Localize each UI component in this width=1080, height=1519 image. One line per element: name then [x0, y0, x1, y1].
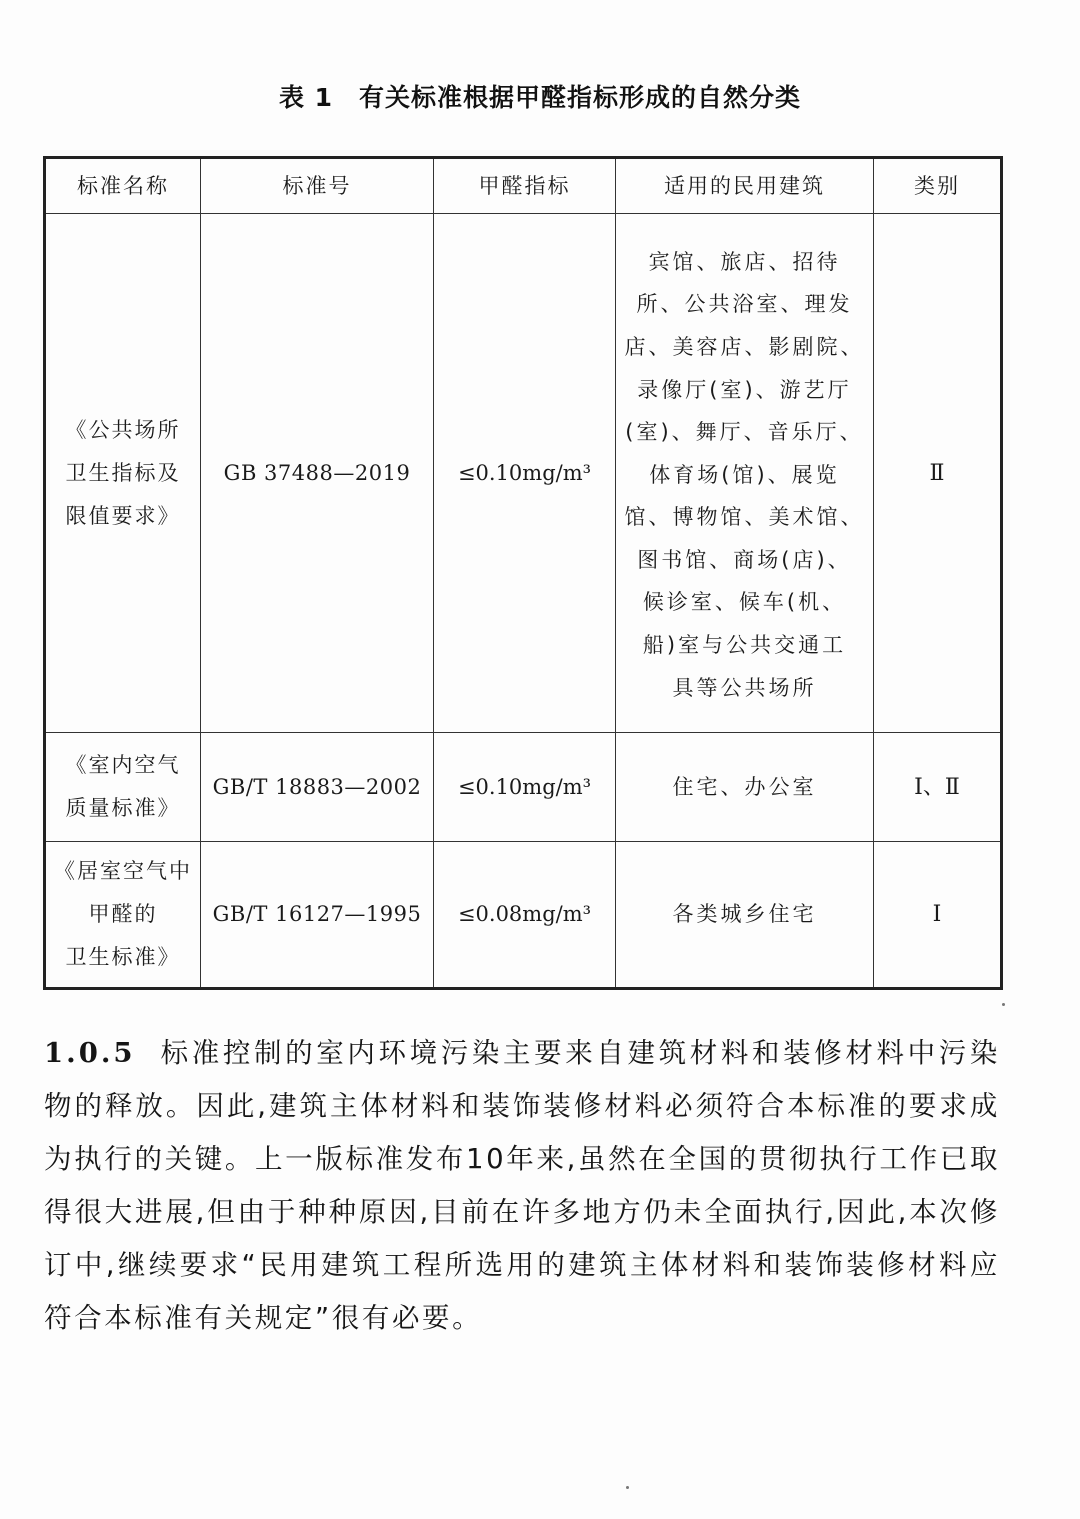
category-cell: Ⅰ [874, 842, 1002, 989]
table-row [45, 214, 1002, 733]
table-caption-title: 有关标准根据甲醛指标形成的自然分类 [359, 83, 802, 112]
header-applicable-buildings: 适用的民用建筑 [616, 158, 874, 214]
building-line: 图书馆、商场(店)、 [637, 547, 852, 572]
building-line: 所、公共浴室、理发 [636, 292, 853, 317]
header-category: 类别 [874, 158, 1002, 214]
scan-speck [1002, 1003, 1005, 1006]
building-line: 录像厅(室)、游艺厅 [637, 377, 852, 402]
standard-name-line: 《居室空气中 [54, 859, 192, 883]
category-cell: Ⅱ [874, 214, 1002, 733]
building-line: 候诊室、候车(机、 [642, 590, 847, 615]
table-row [45, 842, 1002, 989]
building-line: (室)、舞厅、音乐厅、 [625, 420, 864, 445]
header-standard-name: 标准名称 [45, 158, 201, 214]
scan-speck [626, 1486, 629, 1489]
standard-name-line: 限值要求》 [65, 503, 181, 528]
standard-name-line: 卫生标准》 [65, 945, 181, 969]
standard-number-cell: GB/T 18883—2002 [201, 733, 434, 842]
standard-name-cell [45, 842, 201, 989]
building-line: 船)室与公共交通工 [642, 633, 847, 658]
standard-number-cell: GB 37488—2019 [201, 214, 434, 733]
table-row [45, 733, 1002, 842]
standard-name-line: 甲醛的 [88, 902, 158, 926]
category-cell: Ⅰ、Ⅱ [874, 733, 1002, 842]
applicable-buildings-cell: 各类城乡住宅 [616, 842, 874, 989]
table-caption-number: 表 1 [278, 83, 334, 112]
clause-number: 1.0.5 [44, 1037, 136, 1069]
table-caption [0, 78, 1080, 114]
building-line: 具等公共场所 [672, 675, 817, 700]
building-line: 体育场(馆)、展览 [649, 462, 840, 487]
building-line: 馆、博物馆、美术馆、 [624, 505, 865, 530]
formaldehyde-index-cell: ≤0.10mg/m³ [434, 733, 616, 842]
formaldehyde-index-cell: ≤0.10mg/m³ [434, 214, 616, 733]
formaldehyde-index-cell: ≤0.08mg/m³ [434, 842, 616, 989]
building-line: 店、美容店、影剧院、 [624, 334, 865, 359]
formaldehyde-standards-table [43, 156, 1003, 990]
header-formaldehyde-index: 甲醛指标 [434, 158, 616, 214]
clause-paragraph [44, 1027, 1000, 1345]
clause-text: 标准控制的室内环境污染主要来自建筑材料和装修材料中污染物的释放。因此,建筑主体材料和装饰装修材料必须符合本标准的要求成为执行的关键。上一版标准发布10年来,虽然在全国的贯彻执行工作已取得很大进展,但由于种种原因,目前在许多地方仍未全面执行,因此,本次修订中,继续要求“民用建筑工程所选用的建筑主体材料和装饰装修材料应符合本标准有关规定”很有必要。 [44, 1037, 1000, 1334]
table-header-row [45, 158, 1002, 214]
standard-name-line: 《公共场所 [65, 417, 181, 442]
standard-name-cell [45, 733, 201, 842]
standard-name-cell [45, 214, 201, 733]
header-standard-number: 标准号 [201, 158, 434, 214]
standard-name-line: 《室内空气 [65, 753, 181, 777]
standard-number-cell: GB/T 16127—1995 [201, 842, 434, 989]
applicable-buildings-cell: 住宅、办公室 [616, 733, 874, 842]
applicable-buildings-cell [616, 214, 874, 733]
standard-name-line: 质量标准》 [65, 796, 181, 820]
building-line: 宾馆、旅店、招待 [648, 249, 841, 274]
standard-name-line: 卫生指标及 [65, 460, 181, 485]
